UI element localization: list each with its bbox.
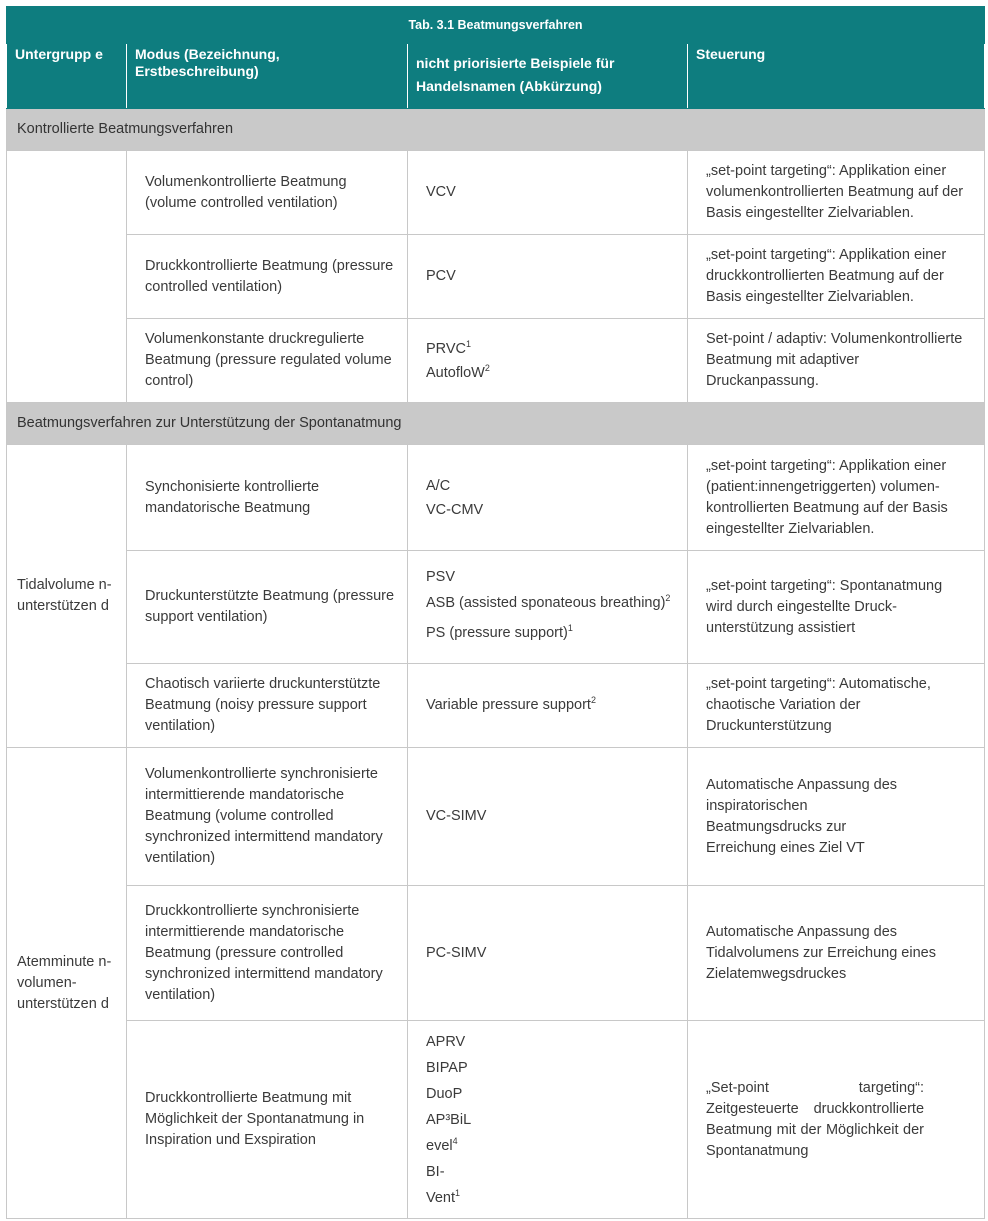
names-cell xyxy=(408,1021,688,1219)
name-item: PRVC$^1$ xyxy=(426,338,472,357)
table-row xyxy=(7,748,985,886)
subgroup-cell-empty xyxy=(7,151,127,403)
mode-cell: Volumenkontrollierte synchronisierte intermittierende mandatorische Beatmung (volume controlled synchronized intermittend mandatory ventilation) xyxy=(127,748,408,886)
names-cell: PC-SIMV xyxy=(408,886,688,1021)
control-cell: „set-point targeting“: Spontanatmung wird durch eingestellte Druck- unterstützung assistiert xyxy=(688,551,985,664)
header-subgroup: Untergrupp e xyxy=(7,44,127,109)
header-trade-names: nicht priorisierte Beispiele für Handelsnamen (Abkürzung) xyxy=(408,44,688,109)
mode-cell: Volumenkontrollierte Beatmung (volume controlled ventilation) xyxy=(127,151,408,235)
name-item: PS (pressure support)$^1$ xyxy=(426,623,573,641)
control-cell: „set-point targeting“: Applikation einer (patient:innengetriggerten) volumen- kontrollierten Beatmung auf der Basis eingestellter Zielvariablen. xyxy=(688,445,985,551)
table-title: Tab. 3.1 Beatmungsverfahren xyxy=(7,7,985,44)
names-cell xyxy=(408,319,688,403)
name-item: AP³BiL xyxy=(426,1111,472,1128)
name-item: ASB (assisted sponateous breathing)$^2$ xyxy=(426,593,671,611)
name-item: AutofloW$^2$ xyxy=(426,362,490,381)
table-row xyxy=(7,664,985,748)
mode-cell: Druckkontrollierte synchronisierte intermittierende mandatorische Beatmung (pressure controlled synchronized intermittend mandatory ventilation) xyxy=(127,886,408,1021)
control-cell: „Set-point targeting“: Zeitgesteuerte druckkontrollierte Beatmung mit der Möglichkeit der Spontanatmung xyxy=(688,1021,985,1219)
subgroup-minute-volume: Atemminute n- volumen- unterstützen d xyxy=(7,748,127,1219)
section-row xyxy=(7,403,985,445)
table-row xyxy=(7,1021,985,1219)
header-control: Steuerung xyxy=(688,44,985,109)
control-cell: Automatische Anpassung des inspiratorischen Beatmungsdrucks zur Erreichung eines Ziel VT xyxy=(688,748,985,886)
mode-cell: Druckkontrollierte Beatmung mit Möglichkeit der Spontanatmung in Inspiration und Exspiration xyxy=(127,1021,408,1219)
mode-cell: Druckkontrollierte Beatmung (pressure controlled ventilation) xyxy=(127,235,408,319)
table-row xyxy=(7,151,985,235)
names-cell: VCV xyxy=(408,151,688,235)
control-cell: „set-point targeting“: Applikation einer druckkontrollierten Beatmung auf der Basis eingestellter Zielvariablen. xyxy=(688,235,985,319)
table-row xyxy=(7,445,985,551)
header-mode: Modus (Bezeichnung, Erstbeschreibung) xyxy=(127,44,408,109)
names-cell: Variable pressure support$^2$ xyxy=(408,664,688,748)
names-cell xyxy=(408,551,688,664)
control-cell: Set-point / adaptiv: Volumenkontrollierte Beatmung mit adaptiver Druckanpassung. xyxy=(688,319,985,403)
name-item: A/C xyxy=(426,477,451,494)
name-item: evel$^4$ xyxy=(426,1135,458,1154)
table-row xyxy=(7,319,985,403)
name-item: APRV xyxy=(426,1033,466,1050)
mode-cell: Druckunterstützte Beatmung (pressure support ventilation) xyxy=(127,551,408,664)
ventilation-table xyxy=(6,6,985,1219)
name-item: VC-CMV xyxy=(426,501,484,518)
names-cell: VC-SIMV xyxy=(408,748,688,886)
control-cell: „set-point targeting“: Automatische, chaotische Variation der Druckunterstützung xyxy=(688,664,985,748)
section-label: Beatmungsverfahren zur Unterstützung der Spontanatmung xyxy=(7,403,985,445)
name-item: Vent$^1$ xyxy=(426,1187,461,1206)
section-label: Kontrollierte Beatmungsverfahren xyxy=(7,109,985,151)
control-cell: „set-point targeting“: Applikation einer volumenkontrollierten Beatmung auf der Basis eingestellter Zielvariablen. xyxy=(688,151,985,235)
name-item: PSV xyxy=(426,569,456,585)
names-cell xyxy=(408,445,688,551)
names-cell: PCV xyxy=(408,235,688,319)
control-cell: Automatische Anpassung des Tidalvolumens zur Erreichung eines Zielatemwegsdruckes xyxy=(688,886,985,1021)
name-item: DuoP xyxy=(426,1085,463,1102)
mode-cell: Volumenkonstante druckregulierte Beatmung (pressure regulated volume control) xyxy=(127,319,408,403)
name-item: BI- xyxy=(426,1163,445,1180)
table-row xyxy=(7,235,985,319)
table-header-row xyxy=(7,44,985,109)
table-row xyxy=(7,886,985,1021)
section-row xyxy=(7,109,985,151)
name-item: BIPAP xyxy=(426,1059,468,1076)
subgroup-tidal-volume: Tidalvolume n- unterstützen d xyxy=(7,445,127,748)
mode-cell: Chaotisch variierte druckunterstützte Beatmung (noisy pressure support ventilation) xyxy=(127,664,408,748)
table-row xyxy=(7,551,985,664)
mode-cell: Synchonisierte kontrollierte mandatorische Beatmung xyxy=(127,445,408,551)
table-title-row xyxy=(7,7,985,44)
